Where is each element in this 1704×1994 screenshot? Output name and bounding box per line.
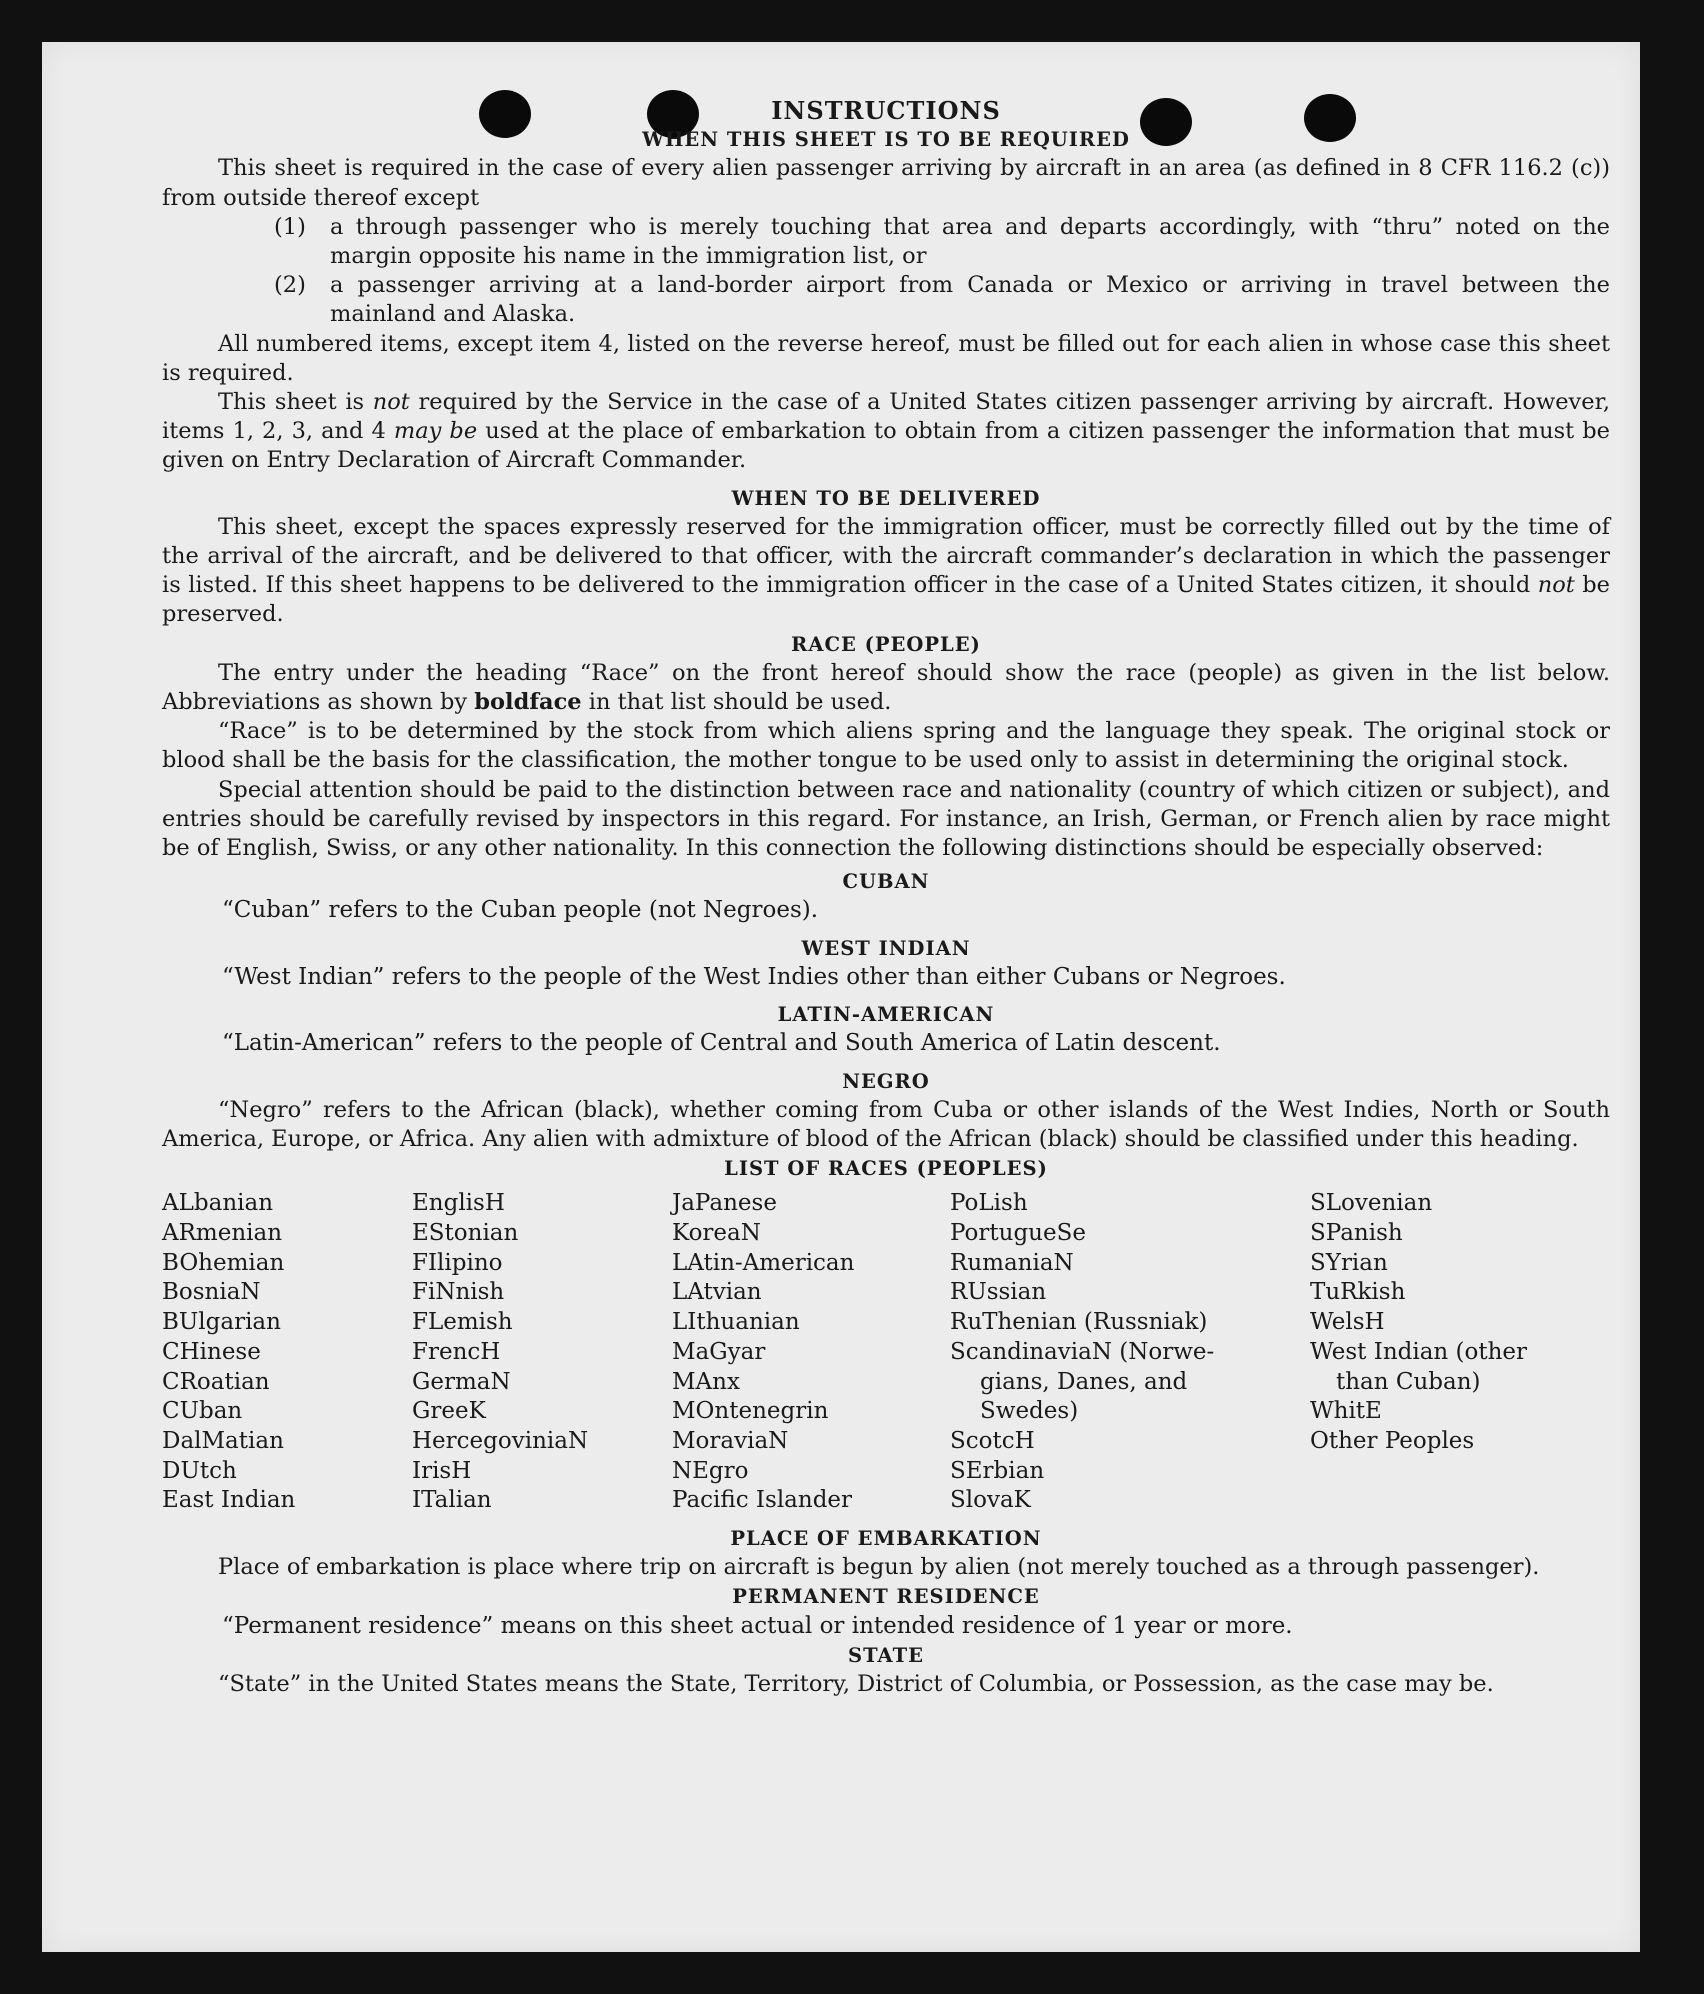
race-entry: PortugueSe — [950, 1220, 1086, 1247]
race-entry: ITalian — [412, 1487, 492, 1514]
item-text: a through passenger who is merely touching that area and departs accordingly, with “thru” noted on the margin opposite his name in the immigration list, or — [330, 213, 1610, 270]
section-heading-race: RACE (PEOPLE) — [791, 632, 981, 656]
race-entry-continued: than Cuban) — [1336, 1368, 1481, 1395]
race-list — [162, 1189, 1610, 1516]
document-page — [42, 42, 1640, 1952]
race-entry: WelsH — [1310, 1309, 1385, 1336]
item-text: a passenger arriving at a land-border airport from Canada or Mexico or arriving in travel between the mainland and Alaska. — [330, 272, 1610, 328]
section-heading-residence: PERMANENT RESIDENCE — [732, 1585, 1040, 1609]
race-column-2 — [412, 1189, 672, 1516]
race-entry: Other Peoples — [1310, 1427, 1475, 1454]
section-heading-cuban: CUBAN — [842, 870, 930, 894]
race-p3: Special attention should be paid to the distinction between race and nationality (country of which citizen or subject), and entries should be carefully revised by inspectors in this regard. For instance, an Irish, German, or French alien by race might be of English, Swiss, or any other nationality. In this connection the following distinctions should be especially observed: — [162, 776, 1610, 862]
race-entry: RumaniaN — [950, 1249, 1074, 1276]
race-entry: EnglisH — [412, 1190, 505, 1217]
race-entry: ScandinaviaN (Norwe- — [950, 1338, 1215, 1365]
race-entry: MOntenegrin — [672, 1398, 829, 1425]
race-entry: East Indian — [162, 1487, 296, 1514]
race-entry: West Indian (other — [1310, 1338, 1528, 1365]
race-entry: MAnx — [672, 1368, 740, 1395]
race-entry: SErbian — [950, 1457, 1045, 1484]
race-entry: KoreaN — [672, 1220, 761, 1247]
race-column-5 — [1310, 1189, 1590, 1516]
item-number: (2) — [274, 272, 306, 299]
residence-text: “Permanent residence” means on this sheet actual or intended residence of 1 year or more. — [222, 1612, 1293, 1639]
definition-west-indian: “West Indian” refers to the people of the West Indies other than either Cubans or Negroes. — [222, 963, 1286, 990]
race-entry: HercegoviniaN — [412, 1427, 589, 1454]
race-entry: FIlipino — [412, 1249, 503, 1276]
race-entry: WhitE — [1310, 1398, 1382, 1425]
state-text: “State” in the United States means the State, Territory, District of Columbia, or Possession, as the case may be. — [218, 1671, 1494, 1698]
race-entry: NEgro — [672, 1457, 749, 1484]
race-entry: ALbanian — [162, 1190, 274, 1217]
race-column-3 — [672, 1189, 950, 1516]
section-heading-when-required: WHEN THIS SHEET IS TO BE REQUIRED — [642, 128, 1130, 152]
when-required-p3: This sheet is not required by the Service in the case of a United States citizen passenger arriving by aircraft. However, items 1, 2, 3, and 4 may be used at the place of embarkation to obtain from a citizen passenger the information that must be given on Entry Declaration of Aircraft Commander. — [162, 389, 1610, 474]
race-entry: PoLish — [950, 1190, 1028, 1217]
section-heading-west-indian: WEST INDIAN — [801, 936, 971, 960]
race-entry: ScotcH — [950, 1427, 1035, 1454]
race-column-4 — [950, 1189, 1310, 1516]
definition-negro: “Negro” refers to the African (black), whether coming from Cuba or other islands of the West Indies, North or South America, Europe, or Africa. Any alien with admixture of blood of the African (black) should be classified under this heading. — [162, 1096, 1610, 1152]
section-heading-when-delivered: WHEN TO BE DELIVERED — [731, 486, 1041, 510]
page-title: INSTRUCTIONS — [771, 96, 1001, 125]
section-heading-latin-american: LATIN-AMERICAN — [777, 1003, 995, 1027]
race-entry: LIthuanian — [672, 1309, 800, 1336]
race-entry: TuRkish — [1310, 1279, 1406, 1306]
race-entry: EStonian — [412, 1220, 519, 1247]
race-entry: MaGyar — [672, 1338, 766, 1365]
race-entry: Pacific Islander — [672, 1487, 853, 1514]
section-heading-state: STATE — [848, 1643, 924, 1667]
race-entry: RUssian — [950, 1279, 1047, 1306]
race-entry: SLovenian — [1310, 1190, 1433, 1217]
race-entry: CRoatian — [162, 1368, 270, 1395]
race-p2: “Race” is to be determined by the stock from which aliens spring and the language they speak. The original stock or blood shall be the basis for the classification, the mother tongue to be used only to assist in determining the original stock. — [162, 718, 1610, 774]
race-entry: GreeK — [412, 1398, 486, 1425]
race-entry: DalMatian — [162, 1427, 284, 1454]
exception-item-2 — [274, 271, 1610, 329]
section-heading-negro: NEGRO — [842, 1069, 930, 1093]
race-entry: SYrian — [1310, 1249, 1388, 1276]
race-entry: FiNnish — [412, 1279, 505, 1306]
instructions-content — [162, 96, 1610, 1699]
race-entry: GermaN — [412, 1368, 511, 1395]
race-column-1 — [162, 1189, 412, 1516]
race-entry: CUban — [162, 1398, 243, 1425]
when-required-intro: This sheet is required in the case of every alien passenger arriving by aircraft in an area (as defined in 8 CFR 116.2 (c)) from outside thereof except — [162, 155, 1610, 211]
section-heading-list-of-races: LIST OF RACES (PEOPLES) — [724, 1157, 1048, 1181]
race-entry: JaPanese — [672, 1190, 777, 1217]
race-entry: SlovaK — [950, 1487, 1031, 1514]
race-entry-continued: gians, Danes, and — [980, 1368, 1188, 1395]
race-entry-continued: Swedes) — [980, 1398, 1079, 1425]
race-entry: FrencH — [412, 1338, 501, 1365]
exception-item-1 — [274, 213, 1610, 271]
definition-latin-american: “Latin-American” refers to the people of Central and South America of Latin descent. — [222, 1030, 1221, 1057]
race-entry: BUlgarian — [162, 1309, 281, 1336]
race-entry: CHinese — [162, 1338, 261, 1365]
embarkation-text: Place of embarkation is place where trip on aircraft is begun by alien (not merely touched as a through passenger). — [218, 1554, 1540, 1581]
race-entry: LAtin-American — [672, 1249, 855, 1276]
section-heading-embarkation: PLACE OF EMBARKATION — [730, 1527, 1042, 1551]
race-entry: RuThenian (Russniak) — [950, 1309, 1208, 1336]
race-p1: The entry under the heading “Race” on the front hereof should show the race (people) as given in the list below. Abbreviations as shown by boldface in that list should be used. — [162, 659, 1610, 716]
race-entry: ARmenian — [162, 1220, 283, 1247]
when-delivered-text: This sheet, except the spaces expressly reserved for the immigration officer, must be correctly filled out by the time of the arrival of the aircraft, and be delivered to that officer, with the aircraft commander’s declaration in which the passenger is listed. If this sheet happens to be delivered to the immigration officer in the case of a United States citizen, it should not be preserved. — [162, 513, 1610, 628]
race-entry: MoraviaN — [672, 1427, 789, 1454]
race-entry: IrisH — [412, 1457, 472, 1484]
when-required-p2: All numbered items, except item 4, listed on the reverse hereof, must be filled out for each alien in whose case this sheet is required. — [162, 330, 1610, 386]
race-entry: BosniaN — [162, 1279, 261, 1306]
race-entry: LAtvian — [672, 1279, 762, 1306]
race-entry: BOhemian — [162, 1249, 285, 1276]
race-entry: FLemish — [412, 1309, 513, 1336]
item-number: (1) — [274, 213, 306, 240]
race-entry: SPanish — [1310, 1220, 1403, 1247]
race-entry: DUtch — [162, 1457, 237, 1484]
definition-cuban: “Cuban” refers to the Cuban people (not Negroes). — [222, 897, 819, 924]
